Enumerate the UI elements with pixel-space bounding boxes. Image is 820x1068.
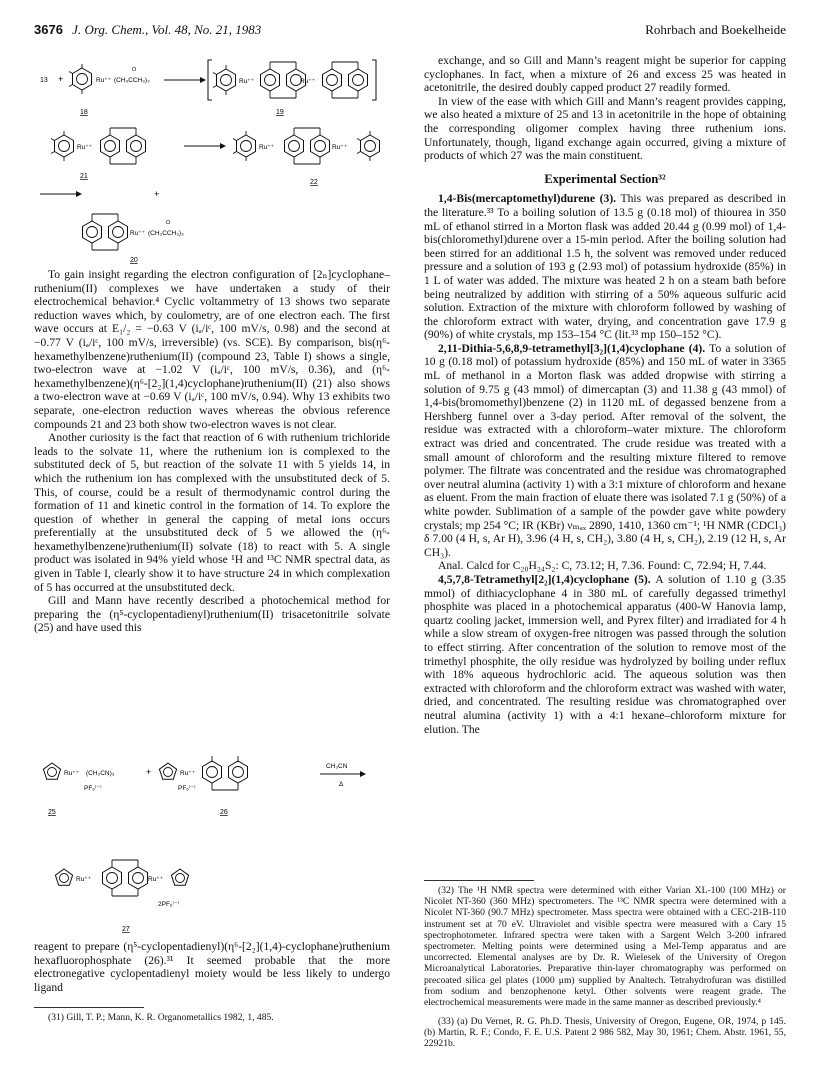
hexamethylbenzene-ring: [69, 64, 92, 94]
label-20: 20: [130, 257, 138, 264]
pf6-label: 2PF₆⁽⁻⁾: [158, 901, 180, 908]
ligand-label: (CH₃CN)₃: [86, 770, 115, 777]
left-column-continued: [34, 940, 390, 994]
arrow-head: [220, 143, 226, 149]
footnote-rule: [424, 880, 534, 881]
ru-label: Ru⁺⁺: [76, 876, 92, 883]
ru-label: Ru⁺⁺: [332, 144, 348, 151]
plus-sign: +: [58, 74, 64, 84]
label-13: 13: [40, 77, 48, 84]
compound-heading: 4,5,7,8-Tetramethyl[2₂](1,4)cyclophane (5).: [438, 572, 651, 586]
paragraph: exchange, and so Gill and Mann’s reagent might be superior for capping cyclophanes. In fact, when a mixture of 26 and excess 25 was heated in acetonitrile, the desired doubly capped product 27 readily formed.: [424, 54, 786, 95]
oxo-label: O: [166, 220, 171, 226]
section-title: Experimental Section³²: [544, 171, 666, 186]
elemental-analysis: Anal. Calcd for C₂₀H₂₄S₂: C, 73.12; H, 7.36. Found: C, 72.94; H, 7.44.: [438, 559, 767, 573]
cyclopentadienyl-ring: [43, 763, 60, 779]
arrow-head: [76, 191, 82, 197]
scheme-row-1: [40, 60, 376, 116]
cyclophane: [203, 756, 248, 790]
footnote-rule: [34, 1007, 144, 1008]
bracket-left: [208, 60, 212, 100]
label-26: 26: [220, 809, 228, 816]
plus-sign: +: [154, 189, 160, 199]
cyclopentadienyl-ring: [171, 869, 188, 885]
procedure-text: This was prepared as described in the literature.³³ To a boiling solution of 13.5 g (0.18 mol) of thiourea in 350 mL of ethanol stirred in a Morton flask was added 20.44 g (0.99 mol) of 1,4-bis(chloromethyl)durene over a 15-min period. After the boiling solution had been stirred for an additional 1.5 h, the solvent was removed under reduced pressure and a solution of 193 g (2.93 mol) of potassium hydroxide (85%) in 1 L of water was added. The mixture was heated 2 h on a steam bath before being neutralized by addition with stirring of a 50% aqueous sulfuric acid solution. Extraction of the mixture with chloroform followed by washing of the chloroform extract with water, drying, and concentration gave 17.9 g (90%) of white crystals, mp 153–154 °C (lit.³³ mp 150–152 °C).: [424, 192, 786, 342]
experimental-paragraph: [424, 573, 786, 736]
experimental-paragraph: [424, 342, 786, 560]
cyclophane: [261, 62, 306, 98]
footnote-32: (32) The ¹H NMR spectra were determined with either Varian XL-100 (100 MHz) or Nicolet NT-360 (360 MHz) spectrometers. The ¹³C NMR spectra were determined with a Nicolet NT-360 (90.7 MHz) spectrometer. Mass spectra were obtained with a CEC-21B-110 instrument set at 70 eV. Ultraviolet and visible spectra were measured with a Cary 15 spectrophotometer. Infrared spectra were taken with a Sargent Welch 3-200 infrared spectrometer. Melting points were determined using a Mel-Temp apparatus and are uncorrected. Elemental analyses are by Dr. R. Wielesek of the University of Oregon Microanalytical Laboratories. Preparative thin-layer chromatography was performed on precoated silica gel plates (1000 μm) supplied by Analtech. Tetrahydrofuran was distilled from sodium and benzophenone ketyl. Other solvents were reagent grade. The electrochemical measurements were made in the same manner as described previously.⁴: [424, 885, 786, 1009]
heat-label: Δ: [339, 781, 344, 788]
ring: [51, 131, 74, 161]
cyclopentadienyl-ring: [159, 763, 176, 779]
arrow-head: [200, 77, 206, 83]
scheme-row-3: [40, 189, 184, 264]
ru-label: Ru⁺⁺: [300, 78, 316, 85]
ru-label: Ru⁺⁺: [148, 876, 164, 883]
ru-label: Ru⁺⁺: [96, 77, 112, 84]
pf6-label: PF₆⁽⁻⁾: [178, 785, 196, 792]
cyclophane: [101, 128, 146, 164]
label-22: 22: [310, 179, 318, 186]
ring: [357, 131, 380, 161]
header-left: [34, 22, 261, 38]
experimental-paragraph: [424, 192, 786, 342]
ru-label: Ru⁺⁺: [77, 144, 93, 151]
label-19: 19: [276, 109, 284, 116]
ru-label: Ru⁺⁺: [180, 770, 196, 777]
paragraph: Gill and Mann have recently described a photochemical method for preparing the (η⁵-cyclopentadienyl)ruthenium(II) trisacetonitrile solvate (25) and have used this: [34, 594, 390, 635]
footnote-31: (31) Gill, T. P.; Mann, K. R. Organometallics 1982, 1, 485.: [48, 1012, 274, 1023]
cyclophane: [83, 214, 128, 250]
procedure-text: A solution of 1.10 g (3.35 mmol) of dithiacyclophane 4 in 380 mL of carefully degassed trimethyl phosphite was placed in a photochemical apparatus (400-W Hanovia lamp, quartz cooling jacket, immersion well, and Pyrex filter) and irradiated for 4 h while a slow stream of oxygen-free nitrogen was passed through the solution to effect stirring. After concentration of the solution to remove most of the trimethyl phosphite, the oily residue was hydrolyzed by boiling under reflux with 18% aqueous hydrochloric acid. The aqueous solution was then extracted with chloroform and the chloroform extract was washed with water, dried, and concentrated. The resulting residue was chromatographed over neutral alumina (activity 1) with a 4:1 hexane–chloroform mixture for elution. The: [424, 572, 786, 736]
cyclophane: [103, 860, 148, 896]
scheme-figure: [34, 54, 404, 264]
label-21: 21: [80, 173, 88, 180]
solvent-label: CH₃CN: [326, 763, 348, 770]
label-25: 25: [48, 809, 56, 816]
ring: [233, 131, 256, 161]
compound-heading: 2,11-Dithia-5,6,8,9-tetramethyl[3₂](1,4)cyclophane (4).: [438, 341, 706, 355]
label-18: 18: [80, 109, 88, 116]
footnote-33: (33) (a) Du Vernet, R. G. Ph.D. Thesis, University of Oregon, Eugene, OR, 1974, p 145. (b) Martin, R. F.; Condo, F. E. U.S. Patent 2 986 582, May 30, 1961; Chem. Abstr. 1961, 55, 22921b.: [424, 1016, 786, 1050]
page-header: [34, 22, 786, 42]
plus-sign: +: [146, 767, 152, 777]
ru-label: Ru⁺⁺: [64, 770, 80, 777]
paragraph: To gain insight regarding the electron configuration of [2ₙ]cyclophane–ruthenium(II) complexes we have undertaken a study of their electrochemical behavior.⁴ Cyclic voltammetry of 13 shows two separate reduction waves which, by coulometry, are of one electron each. The first wave occurs at E₁/₂ = −0.63 V (iₐ/iᶜ, 100 mV/s, 0.98) and the second at −0.77 V (iₐ/iᶜ, 100 mV/s, irreversible) (vs. SCE). By comparison, bis(η⁶-hexamethylbenzene)ruthenium(II) (compound 23, Table I) shows a single, two-electron wave at −1.02 V (iₐ/iᶜ, 100 mV/s, 0.36), and (η⁶-hexamethylbenzene)(η⁶-[2₂](1,4)cyclophane)ruthenium(II) (21) also shows a two-electron wave at −0.69 V (iₐ/iᶜ, 100 mV/s, 0.94). Why 13 exhibits two separate, one-electron reduction waves whereas the obvious reference compounds 21 and 23 both show two-electron waves is not clear.: [34, 268, 390, 431]
compound-heading: 1,4-Bis(mercaptomethyl)durene (3).: [438, 192, 617, 206]
ru-label: Ru⁺⁺: [259, 144, 275, 151]
scheme-row-2: [51, 128, 380, 186]
right-column: [424, 54, 786, 736]
journal-citation: J. Org. Chem., Vol. 48, No. 21, 1983: [72, 22, 262, 37]
cyclopentadienyl-ring: [55, 869, 72, 885]
capping-scheme: [34, 756, 394, 936]
pf6-label: PF₆⁽⁻⁾: [84, 785, 102, 792]
left-column: [34, 268, 390, 635]
ligand-label: (CH₃CCH₃)₃: [148, 230, 184, 237]
header-authors: Rohrbach and Boekelheide: [645, 22, 786, 37]
paragraph: In view of the ease with which Gill and Mann’s reagent provides capping, we also heated a mixture of 25 and 13 in acetonitrile in the hope of obtaining the corresponding oligomer complex having three ruthenium ions. Unfortunately, though, ligand exchange again occurred, giving a mixture of products of which 27 was the main constituent.: [424, 94, 786, 163]
label-27: 27: [122, 926, 130, 933]
paragraph: reagent to prepare (η⁵-cyclopentadienyl)(η⁶-[2₂](1,4)-cyclophane)ruthenium hexafluorophosphate (26).³¹ It seemed probable that the more electronegative cyclopentadienyl moiety would be less likely to undergo ligand: [34, 940, 390, 994]
cyclophane: [323, 62, 368, 98]
ring: [213, 65, 236, 95]
ru-label: Ru⁺⁺: [130, 230, 146, 237]
cyclophane: [285, 128, 330, 164]
bracket-right: [372, 60, 376, 100]
ligand-label: (CH₃CCH₃)₃: [114, 77, 150, 84]
paragraph: Another curiosity is the fact that reaction of 6 with ruthenium trichloride leads to the solvate 11, where the ruthenium ion is complexed to the substituted deck of 5, but reaction of the solvate 11 with 5 yields 14, in which the ruthenium ion has complexed with the unsubstituted deck of 5. This, of course, could be a result of thermodynamic control during the formation of 11 and kinetic control in the formation of 14. To explore the question of whether in general the capping of metal ions occurs preferentially at the unsubstituted deck of 5 we allowed the (η⁶-hexamethylbenzene)ruthenium(II) solvate (18) to react with 5. A single product was isolated in 94% yield whose ¹H and ¹³C NMR spectral data, as given in Table I, clearly show it to have structure 24 in which complexation of 5 has occurred at the unsubstituted deck.: [34, 431, 390, 594]
arrow-head: [360, 771, 366, 777]
oxo-label: O: [132, 67, 137, 73]
page-number: 3676: [34, 22, 63, 37]
ru-label: Ru⁺⁺: [239, 78, 255, 85]
procedure-text: To a solution of 10 g (0.18 mol) of potassium hydroxide (85%) and 150 mL of water in 3365 mL of methanol in a Morton flask was added dropwise with stirring a solution of 9.75 g (43 mmol) of dimercaptan (3) and 11.38 g (43 mmol) of 1,4-bis(bromomethyl)benzene (2) in 1120 mL of degassed benzene from a Hershberg funnel over a 3-day period. After removal of the solvent, the residue was extracted with a chloroform–water mixture. The chloroform extract was dried and concentrated. The crude residue was treated with a small amount of chloroform and the resulting mixture filtered to remove polymer. The filtrate was concentrated and the residue was chromatographed over neutral alumina (activity 1) with a 3:1 mixture of chloroform and hexane as eluent. From the main fraction of eluate there was isolated 7.1 g (50%) of a white powder. Sublimation of a sample of the powder gave white powdery crystals; mp 254 °C; IR (KBr) νₘₐₓ 2890, 1410, 1360 cm⁻¹; ¹H NMR (CDCl₃) δ 7.00 (4 H, s, Ar H), 3.96 (4 H, s, CH₂), 3.80 (4 H, s, CH₂), 2.19 (12 H, s, Ar CH₃).: [424, 341, 786, 559]
